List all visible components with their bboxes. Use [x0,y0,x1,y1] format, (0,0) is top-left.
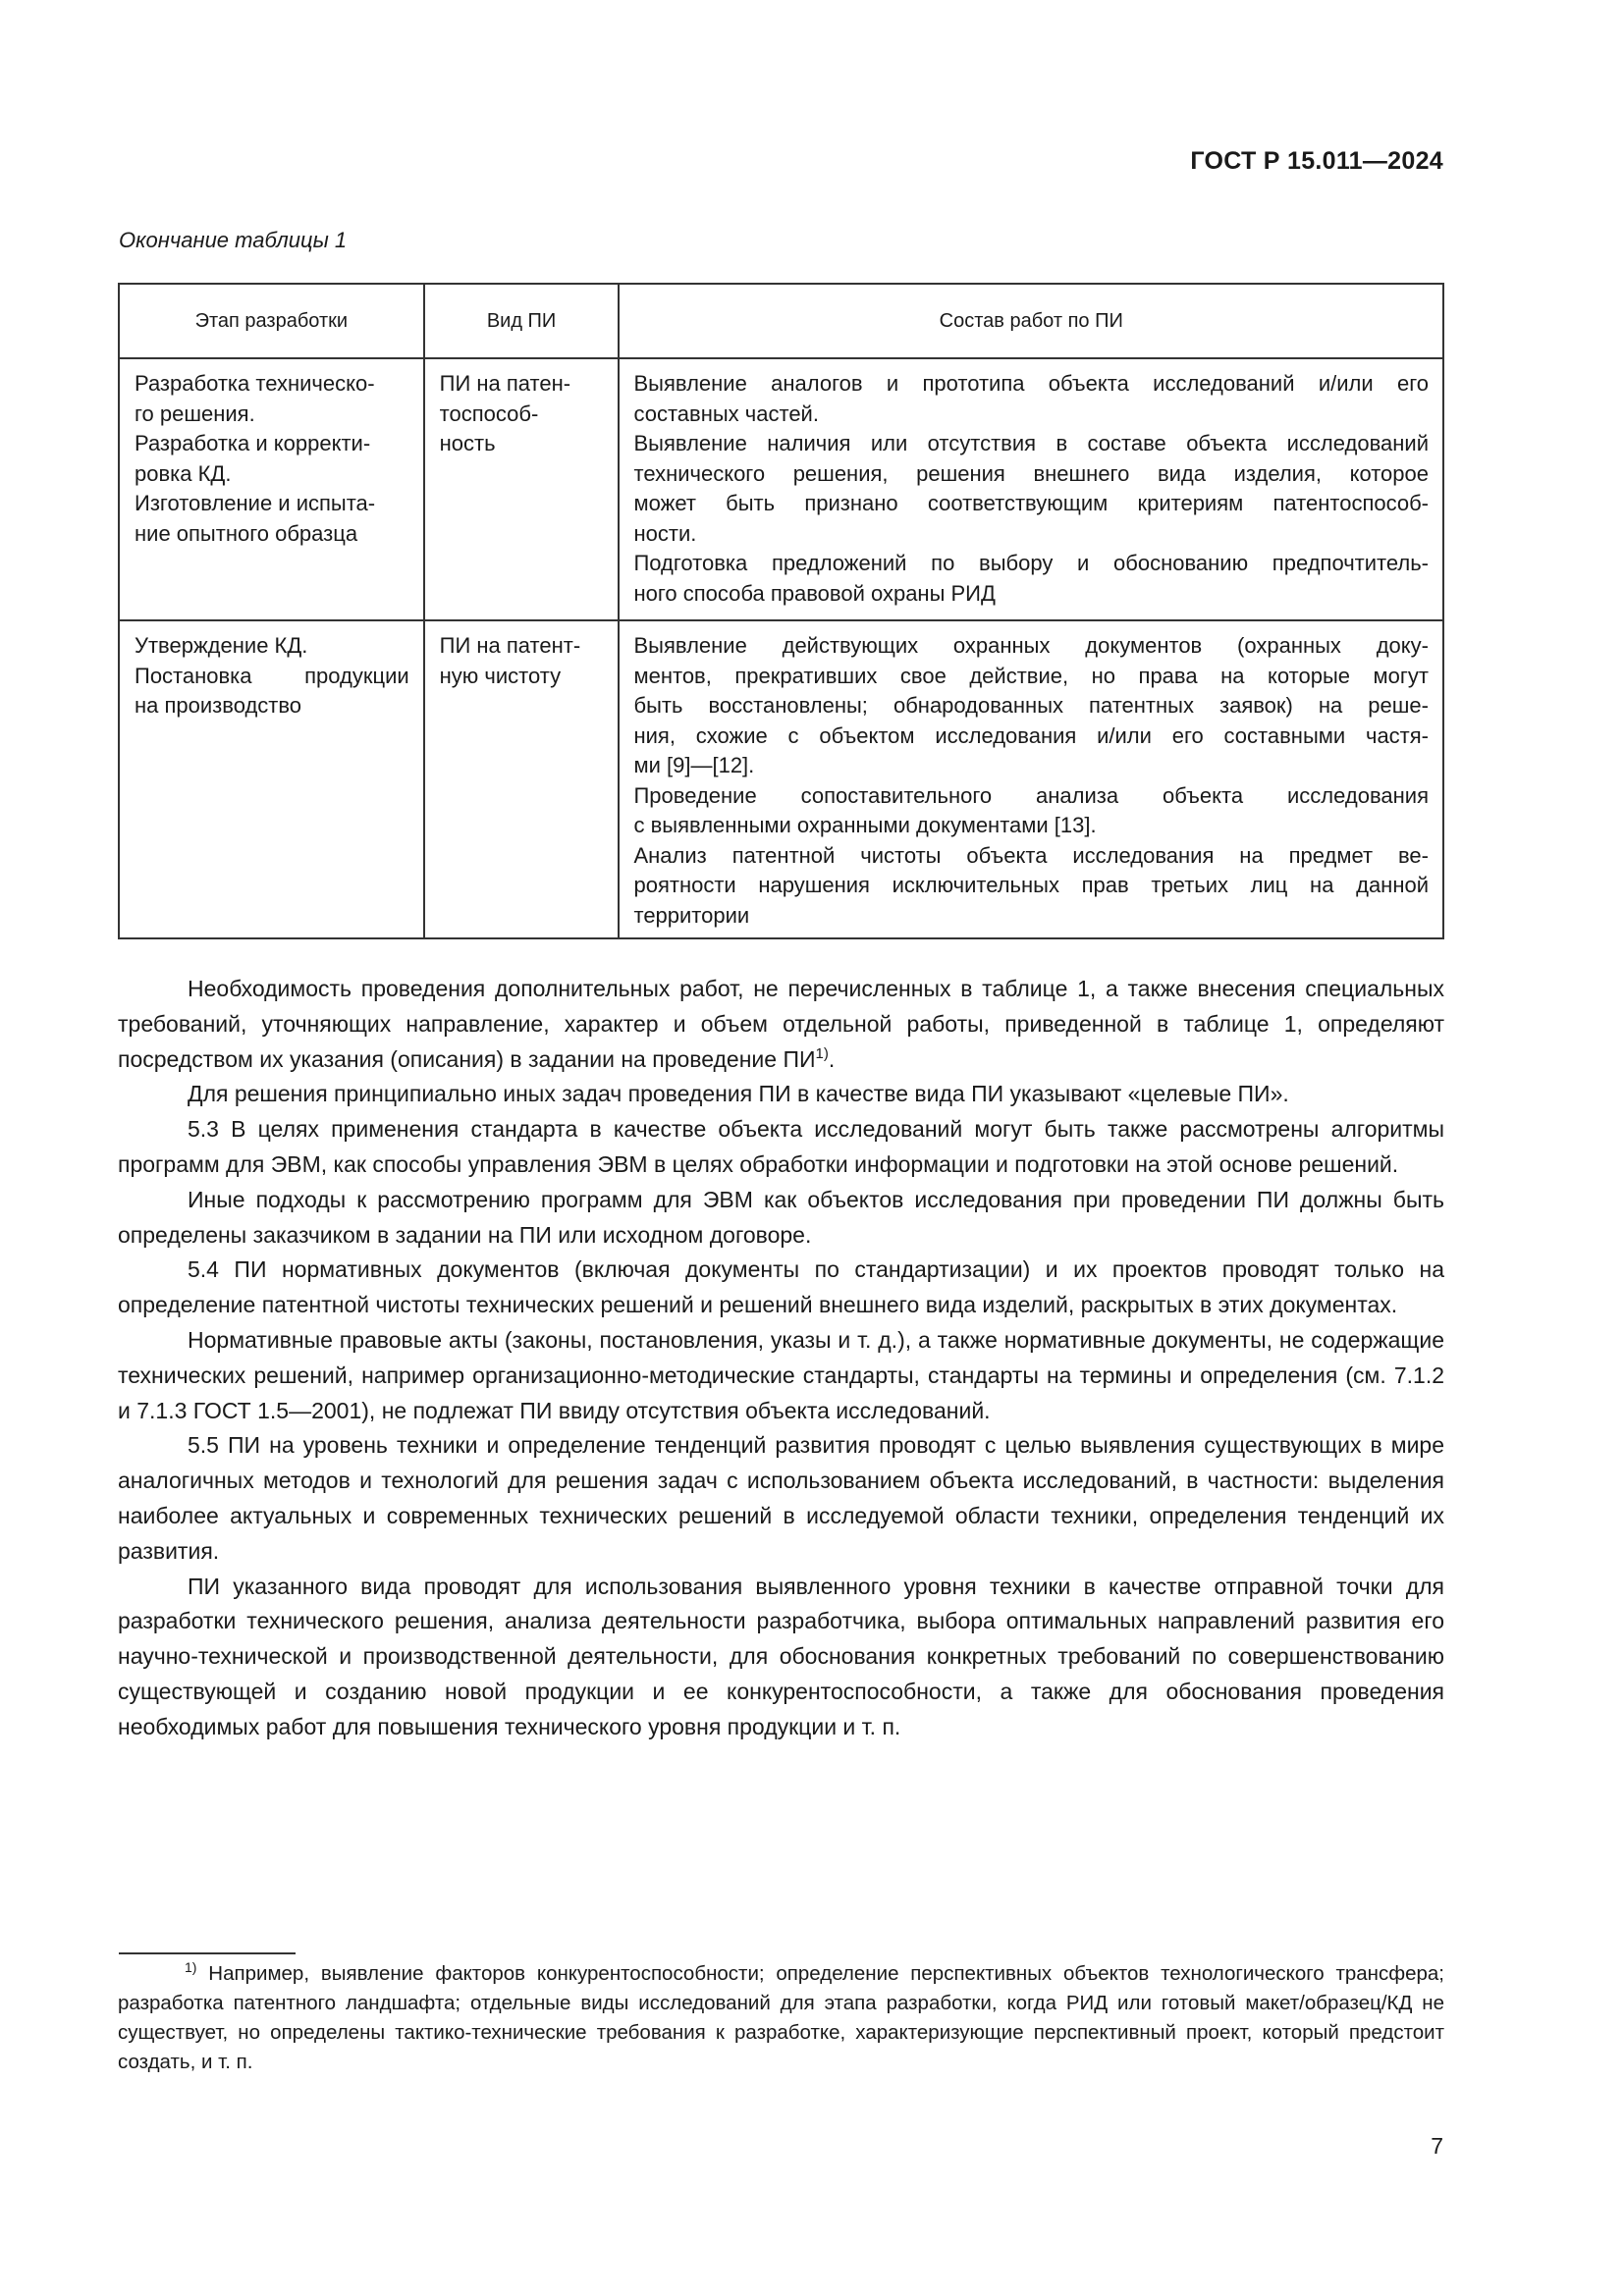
cell-line: роятности нарушения исключительных прав третьих лиц на данной [633,873,1429,897]
cell-work [619,620,1443,938]
cell-line: Проведение сопоставительного анализа объекта исследования [633,782,1429,808]
cell-line: Изготовление и испыта- [135,491,376,515]
paragraph-text: Необходимость проведения дополнительных работ, не перечисленных в таблице 1, а также внесения специальных требований, уточняющих направление, характер и объем отдельной работы, приведенной в таблице 1, определяют посредством их указания (описания) в задании на проведение ПИ [118,976,1444,1072]
paragraph: 5.5 ПИ на уровень техники и определение тенденций развития проводят с целью выявления существующих в мире аналогичных методов и технологий для решения задач с использованием объекта исследований, в частности: выделения наиболее актуальных и современных технических решений в исследуемой области техники, определения тенденций их развития. [118,1432,1444,1564]
footnote-text: Например, выявление факторов конкурентоспособности; определение перспективных объектов технологического трансфера; разработка патентного ландшафта; отдельные виды исследований для этапа разработки, когда РИД или готовый макет/образец/КД не существует, но определены тактико-технические требования к разработке, характеризующие перспективный проект, который предстоит создать, и т. п. [118,1962,1444,2073]
cell-line: ми [9]—[12]. [633,753,755,777]
cell-line: ПИ на патен- [439,371,571,396]
cell-stage [119,620,424,938]
cell-line: Разработка и корректи- [135,431,371,455]
column-header-work: Состав работ по ПИ [619,284,1443,358]
table-row [119,358,1443,620]
cell-line: ментов, прекративших свое действие, но права на которые могут [633,663,1429,688]
cell-line: ния, схожие с объектом исследования и/или его составными частя- [633,722,1429,748]
paragraph: Нормативные правовые акты (законы, постановления, указы и т. д.), а также нормативные документы, не содержащие технических решений, например организационно-методические стандарты, стандарты на термины и определения (см. 7.1.2 и 7.1.3 ГОСТ 1.5—2001), не подлежат ПИ ввиду отсутствия объекта исследований. [118,1326,1444,1423]
paragraph [118,972,1444,1077]
cell-type [424,620,620,938]
footnote-mark: 1) [185,1959,197,1975]
paragraph: 5.3 В целях применения стандарта в качестве объекта исследований могут быть также рассмотрены алгоритмы программ для ЭВМ, как способы управления ЭВМ в целях обработки информации и подготовки на этой основе решений. [118,1116,1444,1177]
cell-line: Подготовка предложений по выбору и обоснованию предпочтитель- [633,551,1429,575]
paragraph: Для решения принципиально иных задач проведения ПИ в качестве вида ПИ указывают «целевые ПИ». [188,1081,1289,1107]
cell-line: быть восстановлены; обнародованных патентных заявок) на реше- [633,693,1429,718]
cell-line: Выявление наличия или отсутствия в составе объекта исследований [633,431,1429,455]
footnote-divider [119,1952,296,1954]
cell-line: ние опытного образца [135,520,358,546]
cell-line: го решения. [135,400,255,426]
cell-stage [119,358,424,620]
cell-line: составных частей. [633,400,819,426]
cell-line: ность [439,431,496,455]
table-header-row [119,284,1443,358]
cell-line: на производство [135,693,302,718]
table-1 [118,283,1444,939]
cell-line: может быть признано соответствующим критериям патентоспособ- [633,491,1429,515]
page-number: 7 [1431,2133,1443,2159]
cell-line: ПИ на патент- [439,633,581,658]
paragraph: Иные подходы к рассмотрению программ для ЭВМ как объектов исследования при проведении ПИ должны быть определены заказчиком в задании на ПИ или исходном договоре. [118,1186,1444,1248]
cell-line: ную чистоту [439,663,562,688]
footnote [118,1959,1444,2077]
cell-line: ного способа правовой охраны РИД [633,580,996,606]
column-header-stage: Этап разработки [119,284,424,358]
cell-line: Анализ патентной чистоты объекта исследования на предмет ве- [633,842,1429,868]
paragraph: 5.4 ПИ нормативных документов (включая документы по стандартизации) и их проектов проводят только на определение патентной чистоты технических решений и решений внешнего вида изделий, раскрытых в этих документах. [118,1256,1444,1318]
body-text [118,972,1444,1745]
cell-line: территории [633,902,750,928]
document-code: ГОСТ Р 15.011—2024 [1190,147,1443,175]
cell-line: Разработка техническо- [135,371,375,396]
column-header-type: Вид ПИ [424,284,620,358]
cell-line: Постановка продукции [135,663,409,688]
cell-line: с выявленными охранными документами [13]. [633,813,1097,837]
footnote-ref[interactable]: 1) [815,1044,829,1062]
paragraph: ПИ указанного вида проводят для использования выявленного уровня техники в качестве отправной точки для разработки технического решения, анализа деятельности разработчика, выбора оптимальных направлений развития его научно-технической и производственной деятельности, для обоснования конкретных требований по совершенствованию существующей и созданию новой продукции и ее конкурентоспособности, а также для обоснования проведения необходимых работ для повышения технического уровня продукции и т. п. [118,1573,1444,1739]
paragraph-end: . [828,1045,836,1072]
cell-line: ности. [633,520,697,546]
cell-line: Выявление аналогов и прототипа объекта исследований и/или его [633,371,1429,396]
cell-type [424,358,620,620]
cell-line: Выявление действующих охранных документов (охранных доку- [633,633,1429,658]
cell-work [619,358,1443,620]
cell-line: ровка КД. [135,460,232,486]
cell-line: технического решения, решения внешнего вида изделия, которое [633,460,1429,486]
cell-line: Утверждение КД. [135,633,308,658]
table-row [119,620,1443,938]
table-caption: Окончание таблицы 1 [119,228,348,252]
cell-line: тоспособ- [439,400,539,426]
